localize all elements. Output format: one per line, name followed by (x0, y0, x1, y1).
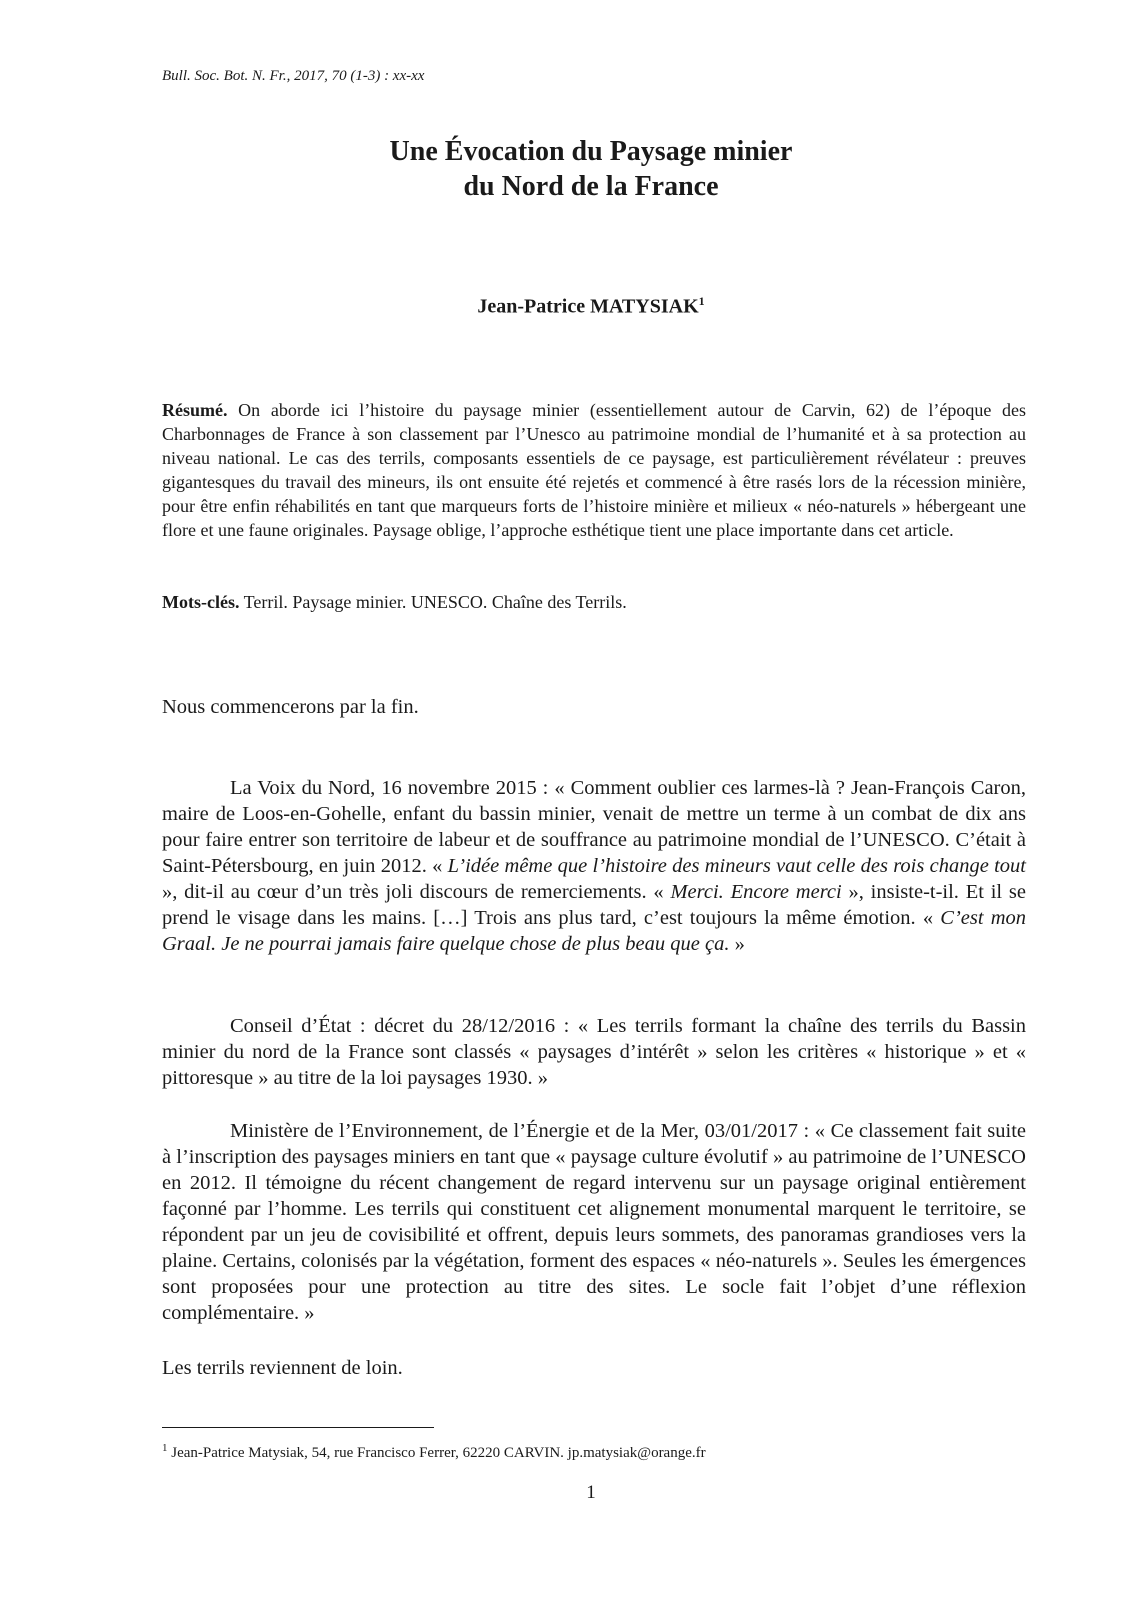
title-line-1: Une Évocation du Paysage minier (389, 136, 793, 167)
title-line-2: du Nord de la France (463, 171, 719, 202)
footnote-mark: 1 (162, 1442, 168, 1454)
page-number: 1 (586, 1482, 596, 1503)
paragraph-voix-du-nord (162, 775, 1026, 957)
paragraph-closing: Les terrils reviennent de loin. (162, 1357, 403, 1379)
abstract-label: Résumé. (162, 400, 228, 420)
abstract-text: On aborde ici l’histoire du paysage minier (essentiellement autour de Carvin, 62) de l’époque des Charbonnages de France à son classement par l’Unesco au patrimoine mondial de l’humanité et à sa protection au niveau national. Le cas des terrils, composants essentiels de ce paysage, est particulièrement révélateur : preuves gigantesques du travail des mineurs, ils ont ensuite été rejetés et commencé à être rasés lors de la récession minière, pour être enfin réhabilités en tant que marqueurs forts de l’histoire minière et milieux « néo-naturels » hébergeant une flore et une faune originales. Paysage oblige, l’approche esthétique tient une place importante dans cet article. (162, 400, 1026, 540)
p1-text-3: », insiste-t-il. Et il se prend le visage dans les mains. […] Trois ans plus tard, c’est toujours la même émotion. « (162, 881, 1026, 929)
p1-quote-1: L’idée même que l’histoire des mineurs vaut celle des rois change tout (447, 855, 1026, 877)
footnote-divider (162, 1427, 434, 1428)
footnote (162, 1442, 706, 1462)
intro-paragraph: Nous commencerons par la fin. (162, 696, 419, 718)
keywords-label: Mots-clés. (162, 592, 240, 612)
abstract (162, 398, 1026, 542)
footnote-text: Jean-Patrice Matysiak, 54, rue Francisco Ferrer, 62220 CARVIN. jp.matysiak@orange.fr (167, 1445, 706, 1461)
author-footnote-mark: 1 (698, 294, 705, 308)
paragraph-ministere: Ministère de l’Environnement, de l’Énergie et de la Mer, 03/01/2017 : « Ce classement fait suite à l’inscription des paysages miniers en tant que « paysage culture évolutif » au patrimoine de l’UNESCO en 2012. Il témoigne du récent changement de regard intervenu sur un paysage original entièrement façonné par l’homme. Les terrils qui constituent cet alignement monumental marquent le territoire, se répondent par un jeu de covisibilité et offrent, depuis leurs sommets, des panoramas grandioses vers la plaine. Certains, colonisés par la végétation, forment des espaces « néo-naturels ». Seules les émergences sont proposées pour une protection au titre des sites. Le socle fait l’objet d’une réflexion complémentaire. » (162, 1120, 1026, 1324)
p1-text-1: La Voix du Nord, 16 novembre 2015 : « Comment oublier ces larmes-là ? Jean-François Caron, maire de Loos-en-Gohelle, enfant du bassin minier, venait de mettre un terme à un combat de dix ans pour faire entrer son territoire de labeur et de souffrance au patrimoine mondial de l’UNESCO. C’était à Saint-Pétersbourg, en juin 2012. « (162, 777, 1026, 877)
p1-text-4: » (729, 933, 745, 955)
author-name: Jean-Patrice MATYSIAK (477, 295, 699, 318)
p1-quote-3: C’est mon Graal. Je ne pourrai jamais faire quelque chose de plus beau que ça. (162, 907, 1027, 955)
p1-text-2: », dit-il au cœur d’un très joli discours de remerciements. « (162, 881, 671, 903)
author-line (0, 294, 1132, 319)
p1-quote-2: Merci. Encore merci (670, 881, 842, 903)
paragraph-conseil-etat: Conseil d’État : décret du 28/12/2016 : « Les terrils formant la chaîne des terrils du Bassin minier du nord de la France sont classés « paysages d’intérêt » selon les critères « historique » et « pittoresque » au titre de la loi paysages 1930. » (162, 1015, 1026, 1089)
article-title (0, 134, 1132, 204)
journal-reference: Bull. Soc. Bot. N. Fr., 2017, 70 (1-3) : xx-xx (162, 68, 425, 84)
keywords (162, 590, 1026, 614)
keywords-text: Terril. Paysage minier. UNESCO. Chaîne des Terrils. (239, 592, 627, 612)
